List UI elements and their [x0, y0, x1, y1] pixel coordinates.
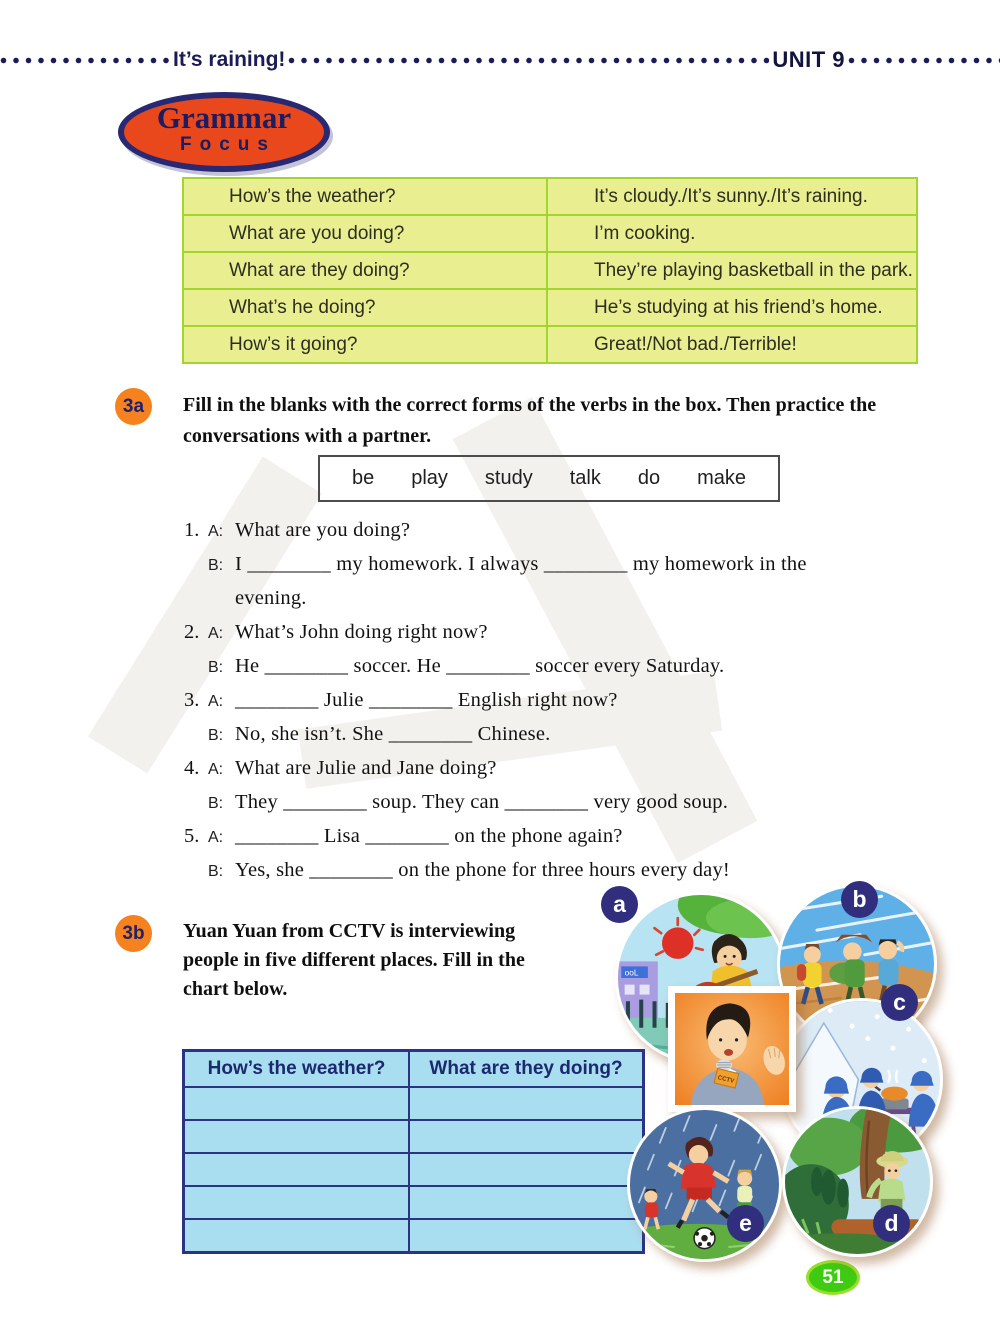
- dialogue-text: What’s John doing right now?: [235, 621, 488, 643]
- item-number: 3.: [184, 689, 200, 711]
- speaker-label: A:: [208, 693, 224, 710]
- dialogue-line: [184, 723, 908, 757]
- verb-option: be: [351, 467, 375, 489]
- chart-cell: [184, 1153, 410, 1186]
- photo-label-d: d: [873, 1205, 910, 1242]
- grammar-question-cell: How’s it going?: [183, 326, 547, 363]
- dialogue-line: [184, 689, 908, 723]
- grammar-question-cell: What are they doing?: [183, 252, 547, 289]
- grammar-row: [183, 215, 917, 252]
- chart-cell: [409, 1153, 644, 1186]
- dialogue-text: He ________ soccer. He ________ soccer every Saturday.: [235, 655, 725, 677]
- speaker-label: B:: [208, 863, 224, 880]
- dialogue-line: [184, 655, 908, 689]
- dotted-rule: [288, 57, 769, 64]
- photo-e-rain-soccer: [627, 1107, 782, 1262]
- photo-label-c: c: [881, 984, 918, 1021]
- item-number: 1.: [184, 519, 200, 541]
- item-number: 4.: [184, 757, 200, 779]
- speaker-label: A:: [208, 829, 224, 846]
- chart-empty-row: [184, 1219, 644, 1253]
- speaker-label: B:: [208, 727, 224, 744]
- dialogue-line: [184, 621, 908, 655]
- chart-cell: [184, 1087, 410, 1120]
- speaker-label: A:: [208, 761, 224, 778]
- chart-empty-row: [184, 1120, 644, 1153]
- chart-cell: [409, 1087, 644, 1120]
- chart-cell: [409, 1219, 644, 1253]
- speaker-label: A:: [208, 625, 224, 642]
- dialogue-line: [184, 587, 908, 621]
- dialogue-text: What are you doing?: [235, 519, 411, 541]
- dialogue-line: [184, 859, 908, 893]
- unit-title: It’s raining!: [173, 48, 286, 71]
- dialogue-text: Yes, she ________ on the phone for three hours every day!: [235, 859, 730, 881]
- chart-cell: [409, 1186, 644, 1219]
- speaker-label: B:: [208, 659, 224, 676]
- speaker-label: B:: [208, 557, 224, 574]
- photo-label-a: a: [601, 886, 638, 923]
- grammar-focus-title: Grammar: [156, 100, 292, 135]
- chart-header-weather: How’s the weather?: [184, 1051, 410, 1088]
- grammar-focus-badge: [118, 92, 330, 172]
- dialogue-text: evening.: [235, 587, 307, 609]
- chart-empty-row: [184, 1153, 644, 1186]
- chart-cell: [184, 1219, 410, 1253]
- grammar-row: [183, 178, 917, 215]
- photo-d-jungle-explorer: [782, 1106, 933, 1257]
- weather-chart: [182, 1049, 645, 1254]
- grammar-question-cell: How’s the weather?: [183, 178, 547, 215]
- chart-header-doing: What are they doing?: [409, 1051, 644, 1088]
- grammar-row: [183, 252, 917, 289]
- section-3a-badge: 3a: [115, 388, 152, 425]
- cctv-mic-label: CCTV: [716, 1074, 735, 1085]
- unit-label: UNIT 9: [772, 47, 845, 72]
- grammar-focus-subtitle: Focus: [180, 133, 276, 155]
- reporter-photo: [668, 986, 796, 1112]
- dialogue-text: ________ Lisa ________ on the phone again?: [235, 825, 623, 847]
- dialogue-text: No, she isn’t. She ________ Chinese.: [235, 723, 551, 745]
- grammar-question-cell: What’s he doing?: [183, 289, 547, 326]
- speaker-label: A:: [208, 523, 224, 540]
- chart-empty-row: [184, 1186, 644, 1219]
- grammar-answer-cell: I’m cooking.: [547, 215, 917, 252]
- grammar-answer-cell: They’re playing basketball in the park.: [547, 252, 917, 289]
- verb-word-box: [318, 455, 780, 502]
- grammar-row: [183, 326, 917, 363]
- chart-cell: [184, 1186, 410, 1219]
- verb-option: talk: [569, 467, 601, 489]
- fill-in-exercise: [184, 519, 908, 893]
- chart-cell: [184, 1120, 410, 1153]
- dialogue-line: [184, 553, 908, 587]
- dialogue-line: [184, 791, 908, 825]
- grammar-answer-cell: Great!/Not bad./Terrible!: [547, 326, 917, 363]
- grammar-table: [182, 177, 918, 364]
- dialogue-text: I ________ my homework. I always ________ my homework in the: [235, 553, 807, 575]
- section-3a-instruction: Fill in the blanks with the correct forms of the verbs in the box. Then practice the conversations with a partner.: [183, 394, 877, 447]
- section-3b-instruction: Yuan Yuan from CCTV is interviewing people in five different places. Fill in the chart below.: [183, 920, 525, 1000]
- page-header: [0, 48, 1000, 72]
- dotted-rule: [0, 57, 170, 64]
- item-number: 2.: [184, 621, 200, 643]
- page-number-badge: 51: [806, 1260, 860, 1295]
- dialogue-text: ________ Julie ________ English right now?: [235, 689, 618, 711]
- dialogue-line: [184, 519, 908, 553]
- speaker-label: B:: [208, 795, 224, 812]
- item-number: 5.: [184, 825, 200, 847]
- verb-option: make: [697, 467, 747, 489]
- photo-label-e: e: [727, 1205, 764, 1242]
- dialogue-text: What are Julie and Jane doing?: [235, 757, 497, 779]
- dialogue-line: [184, 757, 908, 791]
- verb-option: study: [484, 467, 533, 489]
- grammar-row: [183, 289, 917, 326]
- photo-label-b: b: [841, 881, 878, 918]
- chart-cell: [409, 1120, 644, 1153]
- chart-empty-row: [184, 1087, 644, 1120]
- grammar-answer-cell: He’s studying at his friend’s home.: [547, 289, 917, 326]
- verb-option: play: [411, 467, 448, 489]
- building-sign-text: ooL: [624, 967, 639, 978]
- dotted-rule: [848, 57, 1000, 64]
- grammar-question-cell: What are you doing?: [183, 215, 547, 252]
- verb-option: do: [637, 467, 661, 489]
- grammar-answer-cell: It’s cloudy./It’s sunny./It’s raining.: [547, 178, 917, 215]
- dialogue-text: They ________ soup. They can ________ very good soup.: [235, 791, 729, 813]
- chart-header-row: [184, 1051, 644, 1088]
- dialogue-line: [184, 825, 908, 859]
- section-3b-badge: 3b: [115, 915, 152, 952]
